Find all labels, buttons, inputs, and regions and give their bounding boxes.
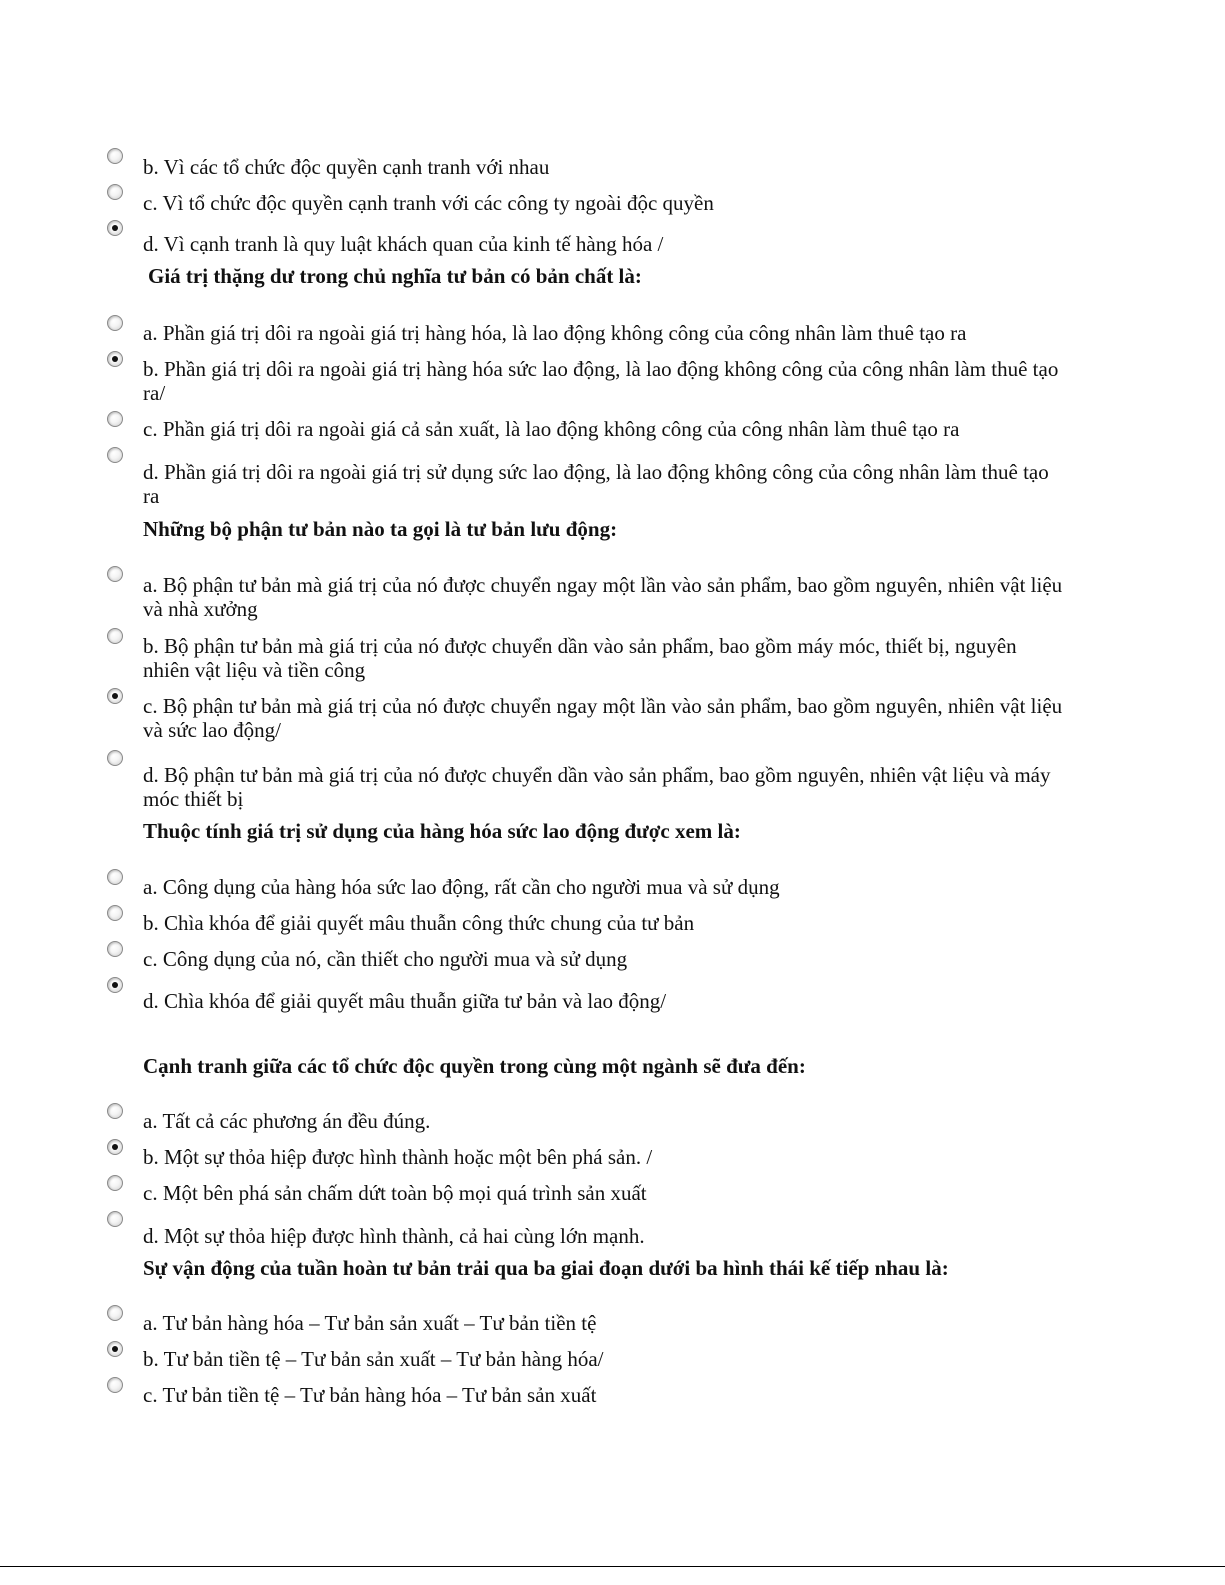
question-title-3: Thuộc tính giá trị sử dụng của hàng hóa sức lao động được xem là: bbox=[143, 819, 741, 843]
option-q4-c: c. Một bên phá sản chấm dứt toàn bộ mọi quá trình sản xuất bbox=[143, 1181, 647, 1205]
option-q0-b: b. Vì các tổ chức độc quyền cạnh tranh với nhau bbox=[143, 155, 550, 179]
option-q5-c: c. Tư bản tiền tệ – Tư bản hàng hóa – Tư bản sản xuất bbox=[143, 1383, 597, 1407]
radio-q3-a[interactable] bbox=[107, 869, 123, 885]
question-title-2: Những bộ phận tư bản nào ta gọi là tư bản lưu động: bbox=[143, 517, 618, 541]
radio-q1-c[interactable] bbox=[107, 411, 123, 427]
radio-q5-a[interactable] bbox=[107, 1305, 123, 1321]
radio-q2-c[interactable] bbox=[107, 688, 123, 704]
radio-q0-c[interactable] bbox=[107, 184, 123, 200]
radio-q5-b[interactable] bbox=[107, 1341, 123, 1357]
option-q1-d: d. Phần giá trị dôi ra ngoài giá trị sử dụng sức lao động, là lao động không công của công nhân làm thuê tạo ra bbox=[143, 460, 1049, 508]
radio-q0-b[interactable] bbox=[107, 148, 123, 164]
option-q3-a: a. Công dụng của hàng hóa sức lao động, rất cần cho người mua và sử dụng bbox=[143, 875, 780, 899]
radio-q3-d[interactable] bbox=[107, 977, 123, 993]
option-q2-b: b. Bộ phận tư bản mà giá trị của nó được chuyển dần vào sản phẩm, bao gồm máy móc, thiết bị, nguyên nhiên vật liệu và tiền công bbox=[143, 634, 1017, 682]
question-title-1: Giá trị thặng dư trong chủ nghĩa tư bản có bản chất là: bbox=[148, 264, 642, 288]
radio-q2-a[interactable] bbox=[107, 566, 123, 582]
option-q1-a: a. Phần giá trị dôi ra ngoài giá trị hàng hóa, là lao động không công của công nhân làm thuê tạo ra bbox=[143, 321, 967, 345]
radio-q3-b[interactable] bbox=[107, 905, 123, 921]
option-q3-c: c. Công dụng của nó, cần thiết cho người mua và sử dụng bbox=[143, 947, 628, 971]
option-q4-a: a. Tất cả các phương án đều đúng. bbox=[143, 1109, 431, 1133]
option-q1-b: b. Phần giá trị dôi ra ngoài giá trị hàng hóa sức lao động, là lao động không công của công nhân làm thuê tạo ra/ bbox=[143, 357, 1059, 405]
option-q4-d: d. Một sự thỏa hiệp được hình thành, cả hai cùng lớn mạnh. bbox=[143, 1224, 645, 1248]
radio-q1-a[interactable] bbox=[107, 315, 123, 331]
radio-q1-d[interactable] bbox=[107, 447, 123, 463]
option-q0-d: d. Vì cạnh tranh là quy luật khách quan của kinh tế hàng hóa / bbox=[143, 232, 664, 256]
radio-q1-b[interactable] bbox=[107, 351, 123, 367]
page-bottom-rule bbox=[0, 1566, 1225, 1567]
option-q4-b: b. Một sự thỏa hiệp được hình thành hoặc một bên phá sản. / bbox=[143, 1145, 653, 1169]
radio-q4-b[interactable] bbox=[107, 1139, 123, 1155]
option-q0-c: c. Vì tổ chức độc quyền cạnh tranh với các công ty ngoài độc quyền bbox=[143, 191, 714, 215]
option-q5-b: b. Tư bản tiền tệ – Tư bản sản xuất – Tư bản hàng hóa/ bbox=[143, 1347, 604, 1371]
option-q3-d: d. Chìa khóa để giải quyết mâu thuẫn giữa tư bản và lao động/ bbox=[143, 989, 667, 1013]
radio-q2-d[interactable] bbox=[107, 750, 123, 766]
option-q3-b: b. Chìa khóa để giải quyết mâu thuẫn công thức chung của tư bản bbox=[143, 911, 695, 935]
radio-q0-d[interactable] bbox=[107, 220, 123, 236]
option-q2-c: c. Bộ phận tư bản mà giá trị của nó được chuyển ngay một lần vào sản phẩm, bao gồm nguyên, nhiên vật liệu và sức lao động/ bbox=[143, 694, 1063, 742]
question-title-5: Sự vận động của tuần hoàn tư bản trải qua ba giai đoạn dưới ba hình thái kế tiếp nhau là: bbox=[143, 1256, 949, 1280]
radio-q3-c[interactable] bbox=[107, 941, 123, 957]
radio-q5-c[interactable] bbox=[107, 1377, 123, 1393]
question-title-4: Cạnh tranh giữa các tổ chức độc quyền trong cùng một ngành sẽ đưa đến: bbox=[143, 1054, 806, 1078]
radio-q4-d[interactable] bbox=[107, 1211, 123, 1227]
option-q5-a: a. Tư bản hàng hóa – Tư bản sản xuất – Tư bản tiền tệ bbox=[143, 1311, 597, 1335]
radio-q2-b[interactable] bbox=[107, 628, 123, 644]
option-q1-c: c. Phần giá trị dôi ra ngoài giá cả sản xuất, là lao động không công của công nhân làm thuê tạo ra bbox=[143, 417, 960, 441]
radio-q4-a[interactable] bbox=[107, 1103, 123, 1119]
option-q2-d: d. Bộ phận tư bản mà giá trị của nó được chuyển dần vào sản phẩm, bao gồm nguyên, nhiên vật liệu và máy móc thiết bị bbox=[143, 763, 1051, 811]
radio-q4-c[interactable] bbox=[107, 1175, 123, 1191]
option-q2-a: a. Bộ phận tư bản mà giá trị của nó được chuyển ngay một lần vào sản phẩm, bao gồm nguyên, nhiên vật liệu và nhà xưởng bbox=[143, 573, 1063, 621]
